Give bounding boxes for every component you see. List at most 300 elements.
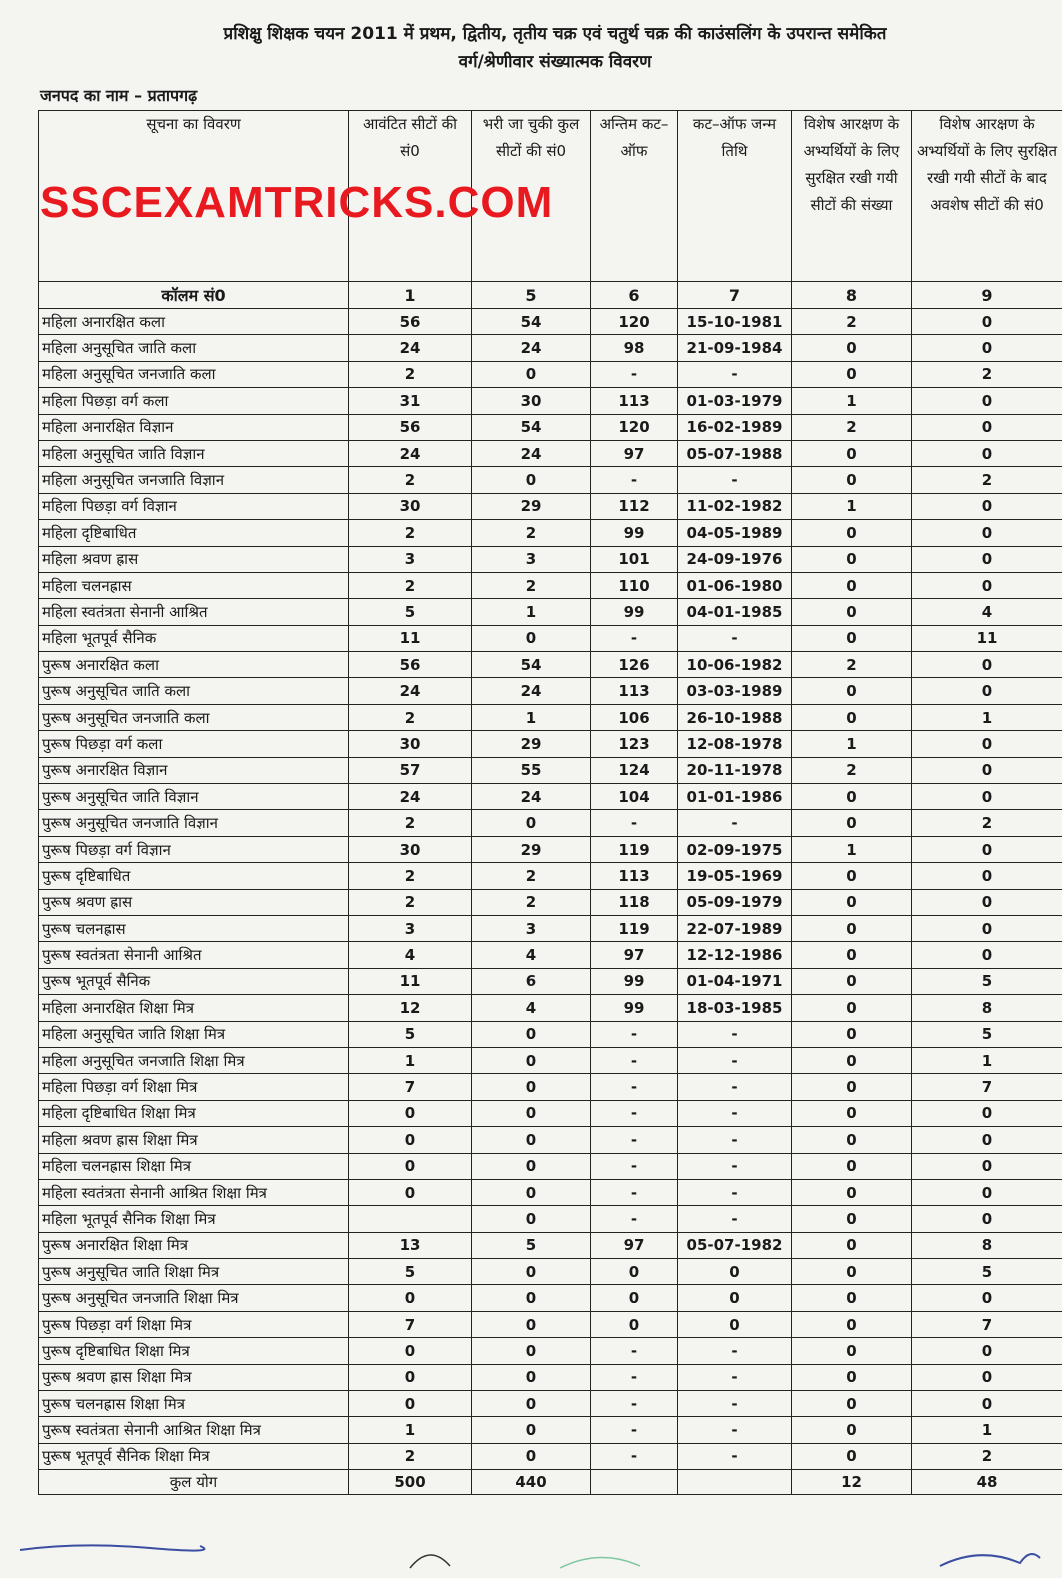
row-cell-col-3: 118	[591, 889, 678, 915]
row-label: महिला पिछड़ा वर्ग कला	[39, 388, 349, 414]
row-cell-col-4: 04-01-1985	[678, 599, 792, 625]
row-cell-col-4: 0	[678, 1259, 792, 1285]
row-cell-col-2: 0	[472, 810, 591, 836]
table-row	[39, 1127, 1062, 1153]
column-number-0: कॉलम सं0	[39, 282, 349, 309]
row-cell-col-6: 0	[912, 915, 1062, 941]
row-cell-col-3: -	[591, 1391, 678, 1417]
row-cell-col-1: 30	[349, 836, 472, 862]
row-cell-col-2: 24	[472, 678, 591, 704]
row-cell-col-6: 0	[912, 335, 1062, 361]
row-cell-col-6: 0	[912, 572, 1062, 598]
row-cell-col-3: 98	[591, 335, 678, 361]
column-number-3: 6	[591, 282, 678, 309]
header-col-0: सूचना का विवरण	[39, 111, 349, 282]
title-line-2: वर्ग/श्रेणीवार संख्यात्मक विवरण	[458, 52, 652, 72]
row-label: महिला भूतपूर्व सैनिक शिक्षा मित्र	[39, 1206, 349, 1232]
row-cell-col-3: -	[591, 1127, 678, 1153]
row-cell-col-1: 0	[349, 1338, 472, 1364]
row-cell-col-6: 2	[912, 467, 1062, 493]
row-cell-col-2: 24	[472, 440, 591, 466]
row-cell-col-6: 8	[912, 995, 1062, 1021]
row-cell-col-6: 0	[912, 784, 1062, 810]
row-cell-col-5: 0	[792, 520, 912, 546]
row-cell-col-6: 0	[912, 493, 1062, 519]
table-row	[39, 915, 1062, 941]
total-cell-col-1: 500	[349, 1470, 472, 1495]
row-label: पुरूष श्रवण ह्रास	[39, 889, 349, 915]
header-col-4: कट–ऑफ जन्म तिथि	[678, 111, 792, 282]
row-cell-col-5: 0	[792, 1443, 912, 1469]
row-cell-col-6: 5	[912, 1259, 1062, 1285]
row-cell-col-1: 56	[349, 652, 472, 678]
table-row	[39, 309, 1062, 335]
row-cell-col-1: 11	[349, 968, 472, 994]
row-cell-col-6: 0	[912, 414, 1062, 440]
table-row	[39, 1285, 1062, 1311]
row-cell-col-1: 0	[349, 1153, 472, 1179]
table-row	[39, 1364, 1062, 1390]
row-cell-col-5: 0	[792, 546, 912, 572]
row-cell-col-5: 0	[792, 1179, 912, 1205]
row-cell-col-4: 21-09-1984	[678, 335, 792, 361]
row-cell-col-6: 0	[912, 440, 1062, 466]
row-cell-col-5: 0	[792, 440, 912, 466]
row-cell-col-1: 30	[349, 493, 472, 519]
row-cell-col-2: 54	[472, 652, 591, 678]
row-cell-col-2: 0	[472, 1364, 591, 1390]
row-cell-col-5: 1	[792, 836, 912, 862]
row-cell-col-4: 12-12-1986	[678, 942, 792, 968]
row-cell-col-5: 0	[792, 1127, 912, 1153]
row-cell-col-5: 0	[792, 784, 912, 810]
row-cell-col-6: 2	[912, 810, 1062, 836]
row-cell-col-6: 0	[912, 652, 1062, 678]
row-label: महिला दृष्टिबाधित	[39, 520, 349, 546]
row-cell-col-1: 31	[349, 388, 472, 414]
row-cell-col-4: 11-02-1982	[678, 493, 792, 519]
row-cell-col-5: 0	[792, 1338, 912, 1364]
row-cell-col-2: 1	[472, 704, 591, 730]
row-label: महिला अनुसूचित जाति विज्ञान	[39, 440, 349, 466]
table-row	[39, 1391, 1062, 1417]
row-cell-col-2: 0	[472, 1311, 591, 1337]
row-cell-col-2: 0	[472, 1338, 591, 1364]
total-cell-col-6: 48	[912, 1470, 1062, 1495]
row-cell-col-1: 24	[349, 440, 472, 466]
row-cell-col-3: -	[591, 1179, 678, 1205]
row-label: महिला चलनह्रास	[39, 572, 349, 598]
total-cell-col-4	[678, 1470, 792, 1495]
row-label: महिला चलनह्रास शिक्षा मित्र	[39, 1153, 349, 1179]
row-cell-col-5: 2	[792, 652, 912, 678]
table-row	[39, 361, 1062, 387]
row-cell-col-5: 0	[792, 995, 912, 1021]
row-cell-col-6: 0	[912, 1100, 1062, 1126]
summary-table-container	[38, 110, 1062, 1495]
row-cell-col-6: 0	[912, 889, 1062, 915]
row-cell-col-5: 0	[792, 1417, 912, 1443]
row-cell-col-5: 0	[792, 863, 912, 889]
row-cell-col-1: 24	[349, 678, 472, 704]
table-row	[39, 440, 1062, 466]
row-cell-col-5: 0	[792, 1364, 912, 1390]
table-row	[39, 889, 1062, 915]
row-cell-col-3: -	[591, 1021, 678, 1047]
row-cell-col-6: 0	[912, 1285, 1062, 1311]
row-cell-col-6: 0	[912, 520, 1062, 546]
row-label: पुरूष अनुसूचित जनजाति शिक्षा मित्र	[39, 1285, 349, 1311]
row-cell-col-4: -	[678, 1021, 792, 1047]
row-cell-col-4: -	[678, 1338, 792, 1364]
table-row	[39, 1100, 1062, 1126]
row-cell-col-5: 0	[792, 1206, 912, 1232]
signature-marks	[0, 1538, 1062, 1578]
table-row	[39, 572, 1062, 598]
row-cell-col-4: -	[678, 1047, 792, 1073]
row-cell-col-2: 0	[472, 1047, 591, 1073]
row-cell-col-3: 113	[591, 678, 678, 704]
total-cell-col-2: 440	[472, 1470, 591, 1495]
row-cell-col-1	[349, 1206, 472, 1232]
row-label: पुरूष अनुसूचित जाति शिक्षा मित्र	[39, 1259, 349, 1285]
row-cell-col-3: 99	[591, 520, 678, 546]
row-cell-col-4: -	[678, 1391, 792, 1417]
row-cell-col-4: -	[678, 1127, 792, 1153]
row-cell-col-3: -	[591, 1153, 678, 1179]
row-cell-col-4: -	[678, 1179, 792, 1205]
row-cell-col-4: 05-07-1982	[678, 1232, 792, 1258]
row-cell-col-6: 0	[912, 1391, 1062, 1417]
row-cell-col-4: 01-03-1979	[678, 388, 792, 414]
row-cell-col-1: 7	[349, 1074, 472, 1100]
row-cell-col-1: 2	[349, 520, 472, 546]
row-cell-col-1: 5	[349, 599, 472, 625]
row-cell-col-3: 123	[591, 731, 678, 757]
row-label: महिला पिछड़ा वर्ग विज्ञान	[39, 493, 349, 519]
row-cell-col-2: 0	[472, 1391, 591, 1417]
column-number-6: 9	[912, 282, 1062, 309]
table-row	[39, 757, 1062, 783]
header-col-1: आवंटित सीटों की सं0	[349, 111, 472, 282]
table-row	[39, 1338, 1062, 1364]
row-cell-col-4: -	[678, 1153, 792, 1179]
table-row	[39, 1047, 1062, 1073]
row-cell-col-1: 5	[349, 1259, 472, 1285]
row-cell-col-3: -	[591, 1206, 678, 1232]
row-cell-col-5: 1	[792, 731, 912, 757]
row-cell-col-6: 0	[912, 1206, 1062, 1232]
row-cell-col-2: 2	[472, 889, 591, 915]
row-label: पुरूष अनुसूचित जाति कला	[39, 678, 349, 704]
row-label: महिला अनारक्षित कला	[39, 309, 349, 335]
table-row	[39, 1179, 1062, 1205]
table-body	[39, 282, 1062, 1495]
row-cell-col-1: 2	[349, 467, 472, 493]
row-cell-col-1: 1	[349, 1417, 472, 1443]
row-cell-col-6: 0	[912, 1179, 1062, 1205]
table-row	[39, 731, 1062, 757]
total-label: कुल योग	[39, 1470, 349, 1495]
row-cell-col-2: 0	[472, 467, 591, 493]
row-cell-col-6: 0	[912, 757, 1062, 783]
row-cell-col-2: 0	[472, 361, 591, 387]
row-label: महिला अनुसूचित जनजाति विज्ञान	[39, 467, 349, 493]
row-cell-col-3: 124	[591, 757, 678, 783]
row-cell-col-1: 56	[349, 309, 472, 335]
column-number-1: 1	[349, 282, 472, 309]
row-cell-col-5: 0	[792, 1285, 912, 1311]
row-label: पुरूष स्वतंत्रता सेनानी आश्रित शिक्षा मित्र	[39, 1417, 349, 1443]
row-cell-col-5: 0	[792, 335, 912, 361]
row-cell-col-2: 0	[472, 1285, 591, 1311]
row-cell-col-6: 1	[912, 704, 1062, 730]
table-row	[39, 625, 1062, 651]
row-cell-col-2: 0	[472, 1100, 591, 1126]
row-cell-col-1: 3	[349, 546, 472, 572]
row-label: पुरूष चलनह्रास शिक्षा मित्र	[39, 1391, 349, 1417]
row-cell-col-1: 0	[349, 1285, 472, 1311]
district-name: जनपद का नाम – प्रतापगढ़	[40, 86, 198, 105]
row-cell-col-3: 112	[591, 493, 678, 519]
row-cell-col-5: 0	[792, 572, 912, 598]
row-cell-col-2: 0	[472, 1153, 591, 1179]
row-cell-col-5: 0	[792, 1100, 912, 1126]
row-cell-col-2: 54	[472, 309, 591, 335]
row-cell-col-1: 4	[349, 942, 472, 968]
row-cell-col-3: 99	[591, 995, 678, 1021]
row-cell-col-5: 0	[792, 968, 912, 994]
row-cell-col-4: 01-01-1986	[678, 784, 792, 810]
row-label: पुरूष पिछड़ा वर्ग विज्ञान	[39, 836, 349, 862]
row-cell-col-6: 0	[912, 942, 1062, 968]
row-cell-col-4: 0	[678, 1311, 792, 1337]
row-cell-col-1: 2	[349, 810, 472, 836]
table-row	[39, 678, 1062, 704]
row-cell-col-2: 2	[472, 863, 591, 889]
row-cell-col-4: -	[678, 1206, 792, 1232]
row-cell-col-3: 119	[591, 836, 678, 862]
row-cell-col-4: -	[678, 1364, 792, 1390]
row-cell-col-4: -	[678, 1443, 792, 1469]
row-cell-col-1: 2	[349, 361, 472, 387]
row-label: पुरूष अनारक्षित विज्ञान	[39, 757, 349, 783]
document-title	[60, 20, 1050, 76]
row-cell-col-5: 0	[792, 1232, 912, 1258]
row-cell-col-5: 0	[792, 467, 912, 493]
row-cell-col-2: 3	[472, 915, 591, 941]
row-cell-col-6: 0	[912, 863, 1062, 889]
row-cell-col-4: -	[678, 1100, 792, 1126]
row-cell-col-6: 2	[912, 1443, 1062, 1469]
table-row	[39, 1074, 1062, 1100]
row-cell-col-1: 5	[349, 1021, 472, 1047]
table-row	[39, 968, 1062, 994]
row-cell-col-6: 2	[912, 361, 1062, 387]
row-cell-col-4: -	[678, 1417, 792, 1443]
row-label: पुरूष अनुसूचित जनजाति कला	[39, 704, 349, 730]
row-cell-col-6: 0	[912, 1338, 1062, 1364]
row-label: पुरूष अनुसूचित जनजाति विज्ञान	[39, 810, 349, 836]
table-row	[39, 942, 1062, 968]
row-cell-col-3: 113	[591, 863, 678, 889]
row-cell-col-4: -	[678, 810, 792, 836]
row-label: पुरूष दृष्टिबाधित शिक्षा मित्र	[39, 1338, 349, 1364]
row-cell-col-6: 0	[912, 1364, 1062, 1390]
row-cell-col-3: -	[591, 1338, 678, 1364]
row-cell-col-3: 97	[591, 1232, 678, 1258]
row-cell-col-3: 120	[591, 414, 678, 440]
row-cell-col-6: 0	[912, 546, 1062, 572]
table-row	[39, 1021, 1062, 1047]
row-label: पुरूष श्रवण ह्रास शिक्षा मित्र	[39, 1364, 349, 1390]
row-cell-col-6: 5	[912, 1021, 1062, 1047]
row-cell-col-4: 02-09-1975	[678, 836, 792, 862]
row-cell-col-1: 2	[349, 572, 472, 598]
row-cell-col-5: 0	[792, 1074, 912, 1100]
row-cell-col-4: 15-10-1981	[678, 309, 792, 335]
row-cell-col-2: 2	[472, 572, 591, 598]
row-cell-col-1: 30	[349, 731, 472, 757]
total-cell-col-3	[591, 1470, 678, 1495]
row-cell-col-3: 99	[591, 968, 678, 994]
row-label: पुरूष पिछड़ा वर्ग शिक्षा मित्र	[39, 1311, 349, 1337]
row-cell-col-3: -	[591, 1100, 678, 1126]
row-cell-col-1: 24	[349, 784, 472, 810]
row-cell-col-3: -	[591, 1047, 678, 1073]
row-cell-col-6: 11	[912, 625, 1062, 651]
row-cell-col-1: 0	[349, 1391, 472, 1417]
row-cell-col-2: 29	[472, 836, 591, 862]
row-label: महिला अनुसूचित जनजाति कला	[39, 361, 349, 387]
table-row	[39, 652, 1062, 678]
row-cell-col-1: 7	[349, 1311, 472, 1337]
row-label: पुरूष स्वतंत्रता सेनानी आश्रित	[39, 942, 349, 968]
table-row	[39, 467, 1062, 493]
row-cell-col-2: 24	[472, 335, 591, 361]
row-cell-col-4: -	[678, 361, 792, 387]
row-label: पुरूष भूतपूर्व सैनिक शिक्षा मित्र	[39, 1443, 349, 1469]
table-row	[39, 493, 1062, 519]
total-row	[39, 1470, 1062, 1495]
row-cell-col-1: 3	[349, 915, 472, 941]
row-cell-col-3: 0	[591, 1285, 678, 1311]
table-row	[39, 414, 1062, 440]
row-cell-col-2: 29	[472, 731, 591, 757]
row-cell-col-3: 101	[591, 546, 678, 572]
row-label: महिला भूतपूर्व सैनिक	[39, 625, 349, 651]
row-cell-col-2: 0	[472, 1179, 591, 1205]
row-label: पुरूष अनारक्षित कला	[39, 652, 349, 678]
column-number-4: 7	[678, 282, 792, 309]
row-cell-col-2: 4	[472, 942, 591, 968]
row-cell-col-3: -	[591, 361, 678, 387]
row-cell-col-6: 0	[912, 1127, 1062, 1153]
row-cell-col-4: 03-03-1989	[678, 678, 792, 704]
table-row	[39, 1206, 1062, 1232]
row-cell-col-5: 0	[792, 361, 912, 387]
row-cell-col-3: 110	[591, 572, 678, 598]
row-cell-col-4: -	[678, 1074, 792, 1100]
row-cell-col-6: 5	[912, 968, 1062, 994]
table-row	[39, 388, 1062, 414]
row-cell-col-4: 20-11-1978	[678, 757, 792, 783]
row-label: महिला स्वतंत्रता सेनानी आश्रित	[39, 599, 349, 625]
row-cell-col-1: 13	[349, 1232, 472, 1258]
row-cell-col-3: 97	[591, 942, 678, 968]
row-cell-col-2: 24	[472, 784, 591, 810]
column-number-2: 5	[472, 282, 591, 309]
table-row	[39, 836, 1062, 862]
row-label: पुरूष पिछड़ा वर्ग कला	[39, 731, 349, 757]
row-cell-col-2: 55	[472, 757, 591, 783]
row-label: महिला अनारक्षित शिक्षा मित्र	[39, 995, 349, 1021]
row-cell-col-6: 0	[912, 678, 1062, 704]
row-cell-col-4: 22-07-1989	[678, 915, 792, 941]
row-cell-col-6: 7	[912, 1311, 1062, 1337]
row-cell-col-2: 3	[472, 546, 591, 572]
row-cell-col-5: 0	[792, 704, 912, 730]
row-cell-col-2: 0	[472, 625, 591, 651]
total-cell-col-5: 12	[792, 1470, 912, 1495]
header-col-6: विशेष आरक्षण के अभ्यर्थियों के लिए सुरक्षित रखी गयी सीटों के बाद अवशेष सीटों की सं0	[912, 111, 1062, 282]
row-label: पुरूष अनारक्षित शिक्षा मित्र	[39, 1232, 349, 1258]
row-label: महिला दृष्टिबाधित शिक्षा मित्र	[39, 1100, 349, 1126]
row-cell-col-5: 0	[792, 915, 912, 941]
table-row	[39, 335, 1062, 361]
row-label: पुरूष दृष्टिबाधित	[39, 863, 349, 889]
row-cell-col-5: 0	[792, 1047, 912, 1073]
row-cell-col-1: 2	[349, 704, 472, 730]
row-cell-col-3: -	[591, 1364, 678, 1390]
row-cell-col-3: -	[591, 810, 678, 836]
row-cell-col-1: 12	[349, 995, 472, 1021]
row-cell-col-1: 0	[349, 1127, 472, 1153]
row-cell-col-1: 0	[349, 1179, 472, 1205]
row-cell-col-3: -	[591, 1443, 678, 1469]
row-cell-col-3: 0	[591, 1259, 678, 1285]
table-row	[39, 995, 1062, 1021]
row-cell-col-5: 0	[792, 1153, 912, 1179]
row-cell-col-4: 04-05-1989	[678, 520, 792, 546]
row-cell-col-1: 1	[349, 1047, 472, 1073]
row-cell-col-2: 1	[472, 599, 591, 625]
row-cell-col-5: 0	[792, 599, 912, 625]
row-cell-col-1: 57	[349, 757, 472, 783]
table-row	[39, 1232, 1062, 1258]
header-col-2: भरी जा चुकी कुल सीटों की सं0	[472, 111, 591, 282]
row-cell-col-1: 11	[349, 625, 472, 651]
table-row	[39, 704, 1062, 730]
row-cell-col-5: 0	[792, 1391, 912, 1417]
row-cell-col-5: 2	[792, 757, 912, 783]
row-cell-col-3: -	[591, 1074, 678, 1100]
row-cell-col-3: -	[591, 625, 678, 651]
row-cell-col-5: 2	[792, 309, 912, 335]
row-cell-col-2: 0	[472, 1443, 591, 1469]
row-cell-col-3: -	[591, 467, 678, 493]
row-cell-col-3: -	[591, 1417, 678, 1443]
row-cell-col-5: 1	[792, 493, 912, 519]
row-cell-col-3: 104	[591, 784, 678, 810]
row-cell-col-5: 0	[792, 1259, 912, 1285]
table-row	[39, 1443, 1062, 1469]
row-cell-col-6: 1	[912, 1047, 1062, 1073]
table-row	[39, 520, 1062, 546]
row-cell-col-2: 5	[472, 1232, 591, 1258]
watermark-text: SSCEXAMTRICKS.COM	[40, 178, 554, 227]
row-cell-col-2: 6	[472, 968, 591, 994]
